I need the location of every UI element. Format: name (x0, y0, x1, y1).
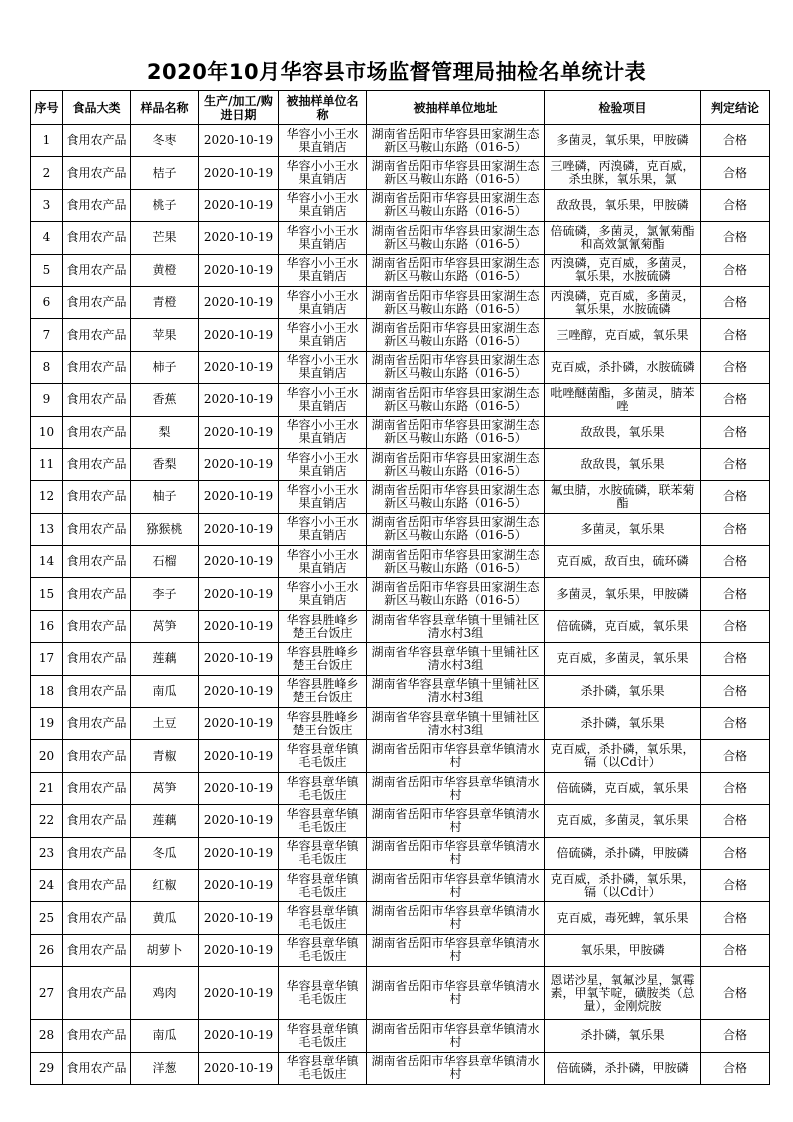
header-cell-items: 检验项目 (545, 91, 701, 125)
cell-sample: 胡萝卜 (131, 934, 199, 966)
header-cell-sample: 样品名称 (131, 91, 199, 125)
cell-category: 食用农产品 (63, 869, 131, 901)
cell-sample: 柿子 (131, 351, 199, 383)
cell-result: 合格 (701, 222, 770, 254)
cell-category: 食用农产品 (63, 351, 131, 383)
cell-items: 氟虫腈，水胺硫磷，联苯菊酯 (545, 481, 701, 513)
cell-address: 湖南省岳阳市华容县章华镇清水村 (367, 869, 545, 901)
cell-items: 敌敌畏，氧乐果 (545, 448, 701, 480)
cell-result: 合格 (701, 416, 770, 448)
table-row (31, 189, 770, 221)
header-cell-date: 生产/加工/购进日期 (199, 91, 279, 125)
cell-address: 湖南省岳阳市华容县章华镇清水村 (367, 967, 545, 1020)
table-row (31, 1020, 770, 1052)
cell-date: 2020-10-19 (199, 351, 279, 383)
page-title: 2020年10月华容县市场监督管理局抽检名单统计表 (146, 60, 647, 84)
cell-unit: 华容小小王水果直销店 (279, 157, 367, 189)
cell-date: 2020-10-19 (199, 643, 279, 675)
cell-unit: 华容小小王水果直销店 (279, 416, 367, 448)
cell-items: 丙溴磷，克百威，多菌灵，氧乐果，水胺硫磷 (545, 254, 701, 286)
cell-no: 15 (31, 578, 63, 610)
cell-result: 合格 (701, 805, 770, 837)
cell-result: 合格 (701, 837, 770, 869)
cell-category: 食用农产品 (63, 643, 131, 675)
cell-unit: 华容小小王水果直销店 (279, 125, 367, 157)
cell-category: 食用农产品 (63, 481, 131, 513)
cell-sample: 土豆 (131, 708, 199, 740)
cell-address: 湖南省华容县章华镇十里铺社区清水村3组 (367, 610, 545, 642)
cell-address: 湖南省岳阳市华容县章华镇清水村 (367, 772, 545, 804)
cell-unit: 华容县章华镇毛毛饭庄 (279, 772, 367, 804)
table-row (31, 351, 770, 383)
cell-date: 2020-10-19 (199, 319, 279, 351)
cell-items: 敌敌畏，氧乐果，甲胺磷 (545, 189, 701, 221)
table-row (31, 286, 770, 318)
table-row (31, 416, 770, 448)
cell-unit: 华容小小王水果直销店 (279, 319, 367, 351)
table-row (31, 448, 770, 480)
cell-date: 2020-10-19 (199, 1020, 279, 1052)
cell-date: 2020-10-19 (199, 125, 279, 157)
cell-unit: 华容县章华镇毛毛饭庄 (279, 1052, 367, 1084)
cell-sample: 青椒 (131, 740, 199, 772)
cell-items: 吡唑醚菌酯，多菌灵，腈苯唑 (545, 384, 701, 416)
cell-no: 11 (31, 448, 63, 480)
cell-address: 湖南省岳阳市华容县田家湖生态新区马鞍山东路（016-5） (367, 384, 545, 416)
cell-result: 合格 (701, 546, 770, 578)
cell-items: 克百威，杀扑磷，水胺硫磷 (545, 351, 701, 383)
cell-sample: 黄瓜 (131, 902, 199, 934)
table-row (31, 740, 770, 772)
cell-no: 8 (31, 351, 63, 383)
cell-no: 27 (31, 967, 63, 1020)
cell-no: 3 (31, 189, 63, 221)
cell-unit: 华容县胜峰乡楚王台饭庄 (279, 610, 367, 642)
cell-date: 2020-10-19 (199, 157, 279, 189)
cell-no: 17 (31, 643, 63, 675)
cell-items: 敌敌畏，氧乐果 (545, 416, 701, 448)
cell-date: 2020-10-19 (199, 708, 279, 740)
cell-result: 合格 (701, 1020, 770, 1052)
cell-no: 10 (31, 416, 63, 448)
cell-unit: 华容县章华镇毛毛饭庄 (279, 1020, 367, 1052)
cell-date: 2020-10-19 (199, 286, 279, 318)
cell-category: 食用农产品 (63, 416, 131, 448)
cell-no: 25 (31, 902, 63, 934)
table-row (31, 869, 770, 901)
cell-address: 湖南省岳阳市华容县章华镇清水村 (367, 837, 545, 869)
cell-category: 食用农产品 (63, 772, 131, 804)
cell-sample: 南瓜 (131, 1020, 199, 1052)
cell-date: 2020-10-19 (199, 805, 279, 837)
cell-items: 倍硫磷，克百威，氧乐果 (545, 610, 701, 642)
cell-category: 食用农产品 (63, 157, 131, 189)
cell-sample: 梨 (131, 416, 199, 448)
table-row (31, 222, 770, 254)
cell-items: 倍硫磷，杀扑磷，甲胺磷 (545, 837, 701, 869)
cell-items: 克百威，杀扑磷，氧乐果，镉（以Cd计） (545, 740, 701, 772)
table-row (31, 578, 770, 610)
inspection-table (30, 90, 770, 1085)
cell-sample: 黄橙 (131, 254, 199, 286)
cell-result: 合格 (701, 125, 770, 157)
cell-category: 食用农产品 (63, 610, 131, 642)
table-row (31, 610, 770, 642)
cell-category: 食用农产品 (63, 934, 131, 966)
cell-date: 2020-10-19 (199, 902, 279, 934)
cell-items: 多菌灵，氧乐果，甲胺磷 (545, 125, 701, 157)
cell-address: 湖南省岳阳市华容县田家湖生态新区马鞍山东路（016-5） (367, 319, 545, 351)
cell-address: 湖南省岳阳市华容县田家湖生态新区马鞍山东路（016-5） (367, 416, 545, 448)
cell-result: 合格 (701, 610, 770, 642)
table-row (31, 805, 770, 837)
cell-date: 2020-10-19 (199, 837, 279, 869)
table-row (31, 902, 770, 934)
cell-date: 2020-10-19 (199, 448, 279, 480)
cell-category: 食用农产品 (63, 578, 131, 610)
cell-date: 2020-10-19 (199, 869, 279, 901)
cell-items: 氧乐果，甲胺磷 (545, 934, 701, 966)
cell-sample: 冬瓜 (131, 837, 199, 869)
cell-unit: 华容小小王水果直销店 (279, 189, 367, 221)
cell-no: 7 (31, 319, 63, 351)
cell-sample: 洋葱 (131, 1052, 199, 1084)
cell-address: 湖南省岳阳市华容县田家湖生态新区马鞍山东路（016-5） (367, 351, 545, 383)
cell-sample: 莴笋 (131, 610, 199, 642)
cell-result: 合格 (701, 384, 770, 416)
cell-unit: 华容县章华镇毛毛饭庄 (279, 967, 367, 1020)
cell-sample: 南瓜 (131, 675, 199, 707)
cell-unit: 华容县章华镇毛毛饭庄 (279, 902, 367, 934)
cell-date: 2020-10-19 (199, 675, 279, 707)
cell-sample: 莴笋 (131, 772, 199, 804)
cell-items: 克百威，杀扑磷，氧乐果，镉（以Cd计） (545, 869, 701, 901)
table-row (31, 513, 770, 545)
cell-items: 三唑醇，克百威，氧乐果 (545, 319, 701, 351)
cell-unit: 华容小小王水果直销店 (279, 351, 367, 383)
cell-unit: 华容县胜峰乡楚王台饭庄 (279, 708, 367, 740)
cell-items: 多菌灵，氧乐果，甲胺磷 (545, 578, 701, 610)
cell-unit: 华容小小王水果直销店 (279, 448, 367, 480)
cell-address: 湖南省岳阳市华容县田家湖生态新区马鞍山东路（016-5） (367, 189, 545, 221)
cell-category: 食用农产品 (63, 1052, 131, 1084)
cell-unit: 华容小小王水果直销店 (279, 513, 367, 545)
cell-category: 食用农产品 (63, 902, 131, 934)
table-row (31, 967, 770, 1020)
cell-no: 5 (31, 254, 63, 286)
cell-result: 合格 (701, 902, 770, 934)
cell-category: 食用农产品 (63, 967, 131, 1020)
header-row (31, 91, 770, 125)
cell-address: 湖南省华容县章华镇十里铺社区清水村3组 (367, 675, 545, 707)
cell-unit: 华容小小王水果直销店 (279, 286, 367, 318)
cell-category: 食用农产品 (63, 1020, 131, 1052)
cell-result: 合格 (701, 189, 770, 221)
cell-result: 合格 (701, 319, 770, 351)
table-row (31, 546, 770, 578)
cell-no: 18 (31, 675, 63, 707)
cell-sample: 香蕉 (131, 384, 199, 416)
table-row (31, 125, 770, 157)
cell-sample: 桔子 (131, 157, 199, 189)
cell-address: 湖南省岳阳市华容县章华镇清水村 (367, 805, 545, 837)
cell-address: 湖南省岳阳市华容县章华镇清水村 (367, 902, 545, 934)
cell-no: 20 (31, 740, 63, 772)
cell-address: 湖南省岳阳市华容县田家湖生态新区马鞍山东路（016-5） (367, 286, 545, 318)
cell-date: 2020-10-19 (199, 610, 279, 642)
cell-items: 杀扑磷，氧乐果 (545, 708, 701, 740)
cell-category: 食用农产品 (63, 546, 131, 578)
cell-no: 14 (31, 546, 63, 578)
cell-no: 2 (31, 157, 63, 189)
cell-address: 湖南省岳阳市华容县田家湖生态新区马鞍山东路（016-5） (367, 578, 545, 610)
cell-address: 湖南省华容县章华镇十里铺社区清水村3组 (367, 708, 545, 740)
cell-items: 杀扑磷，氧乐果 (545, 675, 701, 707)
table-row (31, 1052, 770, 1084)
cell-result: 合格 (701, 967, 770, 1020)
cell-no: 26 (31, 934, 63, 966)
cell-category: 食用农产品 (63, 448, 131, 480)
cell-date: 2020-10-19 (199, 222, 279, 254)
cell-result: 合格 (701, 740, 770, 772)
cell-sample: 李子 (131, 578, 199, 610)
cell-address: 湖南省岳阳市华容县章华镇清水村 (367, 934, 545, 966)
cell-category: 食用农产品 (63, 286, 131, 318)
cell-no: 12 (31, 481, 63, 513)
table-row (31, 481, 770, 513)
cell-date: 2020-10-19 (199, 578, 279, 610)
cell-category: 食用农产品 (63, 254, 131, 286)
cell-result: 合格 (701, 481, 770, 513)
cell-unit: 华容县胜峰乡楚王台饭庄 (279, 643, 367, 675)
table-row (31, 934, 770, 966)
cell-result: 合格 (701, 513, 770, 545)
cell-no: 4 (31, 222, 63, 254)
cell-no: 6 (31, 286, 63, 318)
cell-unit: 华容县章华镇毛毛饭庄 (279, 934, 367, 966)
cell-address: 湖南省岳阳市华容县章华镇清水村 (367, 1052, 545, 1084)
cell-items: 丙溴磷，克百威，多菌灵，氧乐果，水胺硫磷 (545, 286, 701, 318)
cell-result: 合格 (701, 254, 770, 286)
cell-address: 湖南省岳阳市华容县田家湖生态新区马鞍山东路（016-5） (367, 222, 545, 254)
cell-items: 倍硫磷，杀扑磷，甲胺磷 (545, 1052, 701, 1084)
cell-result: 合格 (701, 286, 770, 318)
cell-sample: 鸡肉 (131, 967, 199, 1020)
table-row (31, 384, 770, 416)
cell-address: 湖南省岳阳市华容县田家湖生态新区马鞍山东路（016-5） (367, 125, 545, 157)
cell-unit: 华容小小王水果直销店 (279, 222, 367, 254)
cell-no: 9 (31, 384, 63, 416)
cell-result: 合格 (701, 675, 770, 707)
cell-address: 湖南省华容县章华镇十里铺社区清水村3组 (367, 643, 545, 675)
cell-date: 2020-10-19 (199, 416, 279, 448)
cell-unit: 华容县章华镇毛毛饭庄 (279, 740, 367, 772)
cell-result: 合格 (701, 1052, 770, 1084)
cell-date: 2020-10-19 (199, 384, 279, 416)
cell-items: 恩诺沙星，氧氟沙星，氯霉素，甲氧苄啶，磺胺类（总量），金刚烷胺 (545, 967, 701, 1020)
cell-items: 多菌灵，氧乐果 (545, 513, 701, 545)
cell-items: 倍硫磷，多菌灵，氯氰菊酯和高效氯氰菊酯 (545, 222, 701, 254)
cell-date: 2020-10-19 (199, 934, 279, 966)
cell-items: 三唑磷，丙溴磷，克百威，杀虫脒，氧乐果，氯 (545, 157, 701, 189)
cell-no: 23 (31, 837, 63, 869)
table-row (31, 157, 770, 189)
cell-result: 合格 (701, 934, 770, 966)
cell-date: 2020-10-19 (199, 481, 279, 513)
table-body (31, 125, 770, 1085)
cell-sample: 柚子 (131, 481, 199, 513)
cell-result: 合格 (701, 772, 770, 804)
cell-unit: 华容县章华镇毛毛饭庄 (279, 869, 367, 901)
cell-category: 食用农产品 (63, 513, 131, 545)
cell-result: 合格 (701, 869, 770, 901)
cell-category: 食用农产品 (63, 319, 131, 351)
cell-items: 倍硫磷，克百威，氧乐果 (545, 772, 701, 804)
cell-date: 2020-10-19 (199, 1052, 279, 1084)
cell-items: 克百威，多菌灵，氧乐果 (545, 643, 701, 675)
cell-sample: 猕猴桃 (131, 513, 199, 545)
header-cell-result: 判定结论 (701, 91, 770, 125)
cell-category: 食用农产品 (63, 125, 131, 157)
table-row (31, 319, 770, 351)
cell-unit: 华容小小王水果直销店 (279, 254, 367, 286)
cell-no: 28 (31, 1020, 63, 1052)
cell-no: 21 (31, 772, 63, 804)
cell-address: 湖南省岳阳市华容县章华镇清水村 (367, 1020, 545, 1052)
cell-result: 合格 (701, 643, 770, 675)
cell-date: 2020-10-19 (199, 740, 279, 772)
cell-items: 克百威，敌百虫，硫环磷 (545, 546, 701, 578)
cell-unit: 华容县胜峰乡楚王台饭庄 (279, 675, 367, 707)
cell-no: 24 (31, 869, 63, 901)
cell-sample: 莲藕 (131, 805, 199, 837)
cell-category: 食用农产品 (63, 837, 131, 869)
cell-category: 食用农产品 (63, 384, 131, 416)
header-cell-unit: 被抽样单位名称 (279, 91, 367, 125)
cell-no: 13 (31, 513, 63, 545)
header-cell-category: 食品大类 (63, 91, 131, 125)
cell-sample: 苹果 (131, 319, 199, 351)
cell-result: 合格 (701, 448, 770, 480)
cell-date: 2020-10-19 (199, 772, 279, 804)
cell-sample: 青橙 (131, 286, 199, 318)
cell-date: 2020-10-19 (199, 254, 279, 286)
header-cell-no: 序号 (31, 91, 63, 125)
table-row (31, 675, 770, 707)
cell-date: 2020-10-19 (199, 513, 279, 545)
cell-unit: 华容小小王水果直销店 (279, 578, 367, 610)
cell-no: 29 (31, 1052, 63, 1084)
cell-no: 16 (31, 610, 63, 642)
cell-no: 22 (31, 805, 63, 837)
cell-items: 克百威，多菌灵，氧乐果 (545, 805, 701, 837)
cell-address: 湖南省岳阳市华容县田家湖生态新区马鞍山东路（016-5） (367, 513, 545, 545)
cell-items: 克百威，毒死蜱，氧乐果 (545, 902, 701, 934)
cell-no: 1 (31, 125, 63, 157)
cell-unit: 华容小小王水果直销店 (279, 384, 367, 416)
cell-result: 合格 (701, 708, 770, 740)
cell-category: 食用农产品 (63, 222, 131, 254)
cell-address: 湖南省岳阳市华容县田家湖生态新区马鞍山东路（016-5） (367, 546, 545, 578)
table-row (31, 643, 770, 675)
table-row (31, 708, 770, 740)
header-cell-address: 被抽样单位地址 (367, 91, 545, 125)
cell-category: 食用农产品 (63, 740, 131, 772)
cell-sample: 芒果 (131, 222, 199, 254)
cell-items: 杀扑磷，氧乐果 (545, 1020, 701, 1052)
cell-sample: 石榴 (131, 546, 199, 578)
table-row (31, 772, 770, 804)
cell-sample: 香梨 (131, 448, 199, 480)
cell-sample: 红椒 (131, 869, 199, 901)
cell-address: 湖南省岳阳市华容县田家湖生态新区马鞍山东路（016-5） (367, 448, 545, 480)
cell-address: 湖南省岳阳市华容县田家湖生态新区马鞍山东路（016-5） (367, 157, 545, 189)
cell-no: 19 (31, 708, 63, 740)
cell-address: 湖南省岳阳市华容县章华镇清水村 (367, 740, 545, 772)
cell-sample: 桃子 (131, 189, 199, 221)
cell-address: 湖南省岳阳市华容县田家湖生态新区马鞍山东路（016-5） (367, 481, 545, 513)
cell-unit: 华容小小王水果直销店 (279, 546, 367, 578)
cell-result: 合格 (701, 351, 770, 383)
cell-category: 食用农产品 (63, 189, 131, 221)
cell-sample: 冬枣 (131, 125, 199, 157)
table-row (31, 254, 770, 286)
cell-category: 食用农产品 (63, 675, 131, 707)
cell-result: 合格 (701, 157, 770, 189)
cell-category: 食用农产品 (63, 805, 131, 837)
table-row (31, 837, 770, 869)
cell-address: 湖南省岳阳市华容县田家湖生态新区马鞍山东路（016-5） (367, 254, 545, 286)
cell-result: 合格 (701, 578, 770, 610)
cell-date: 2020-10-19 (199, 189, 279, 221)
cell-category: 食用农产品 (63, 708, 131, 740)
cell-date: 2020-10-19 (199, 967, 279, 1020)
cell-sample: 莲藕 (131, 643, 199, 675)
cell-unit: 华容县章华镇毛毛饭庄 (279, 837, 367, 869)
cell-date: 2020-10-19 (199, 546, 279, 578)
cell-unit: 华容县章华镇毛毛饭庄 (279, 805, 367, 837)
cell-unit: 华容小小王水果直销店 (279, 481, 367, 513)
